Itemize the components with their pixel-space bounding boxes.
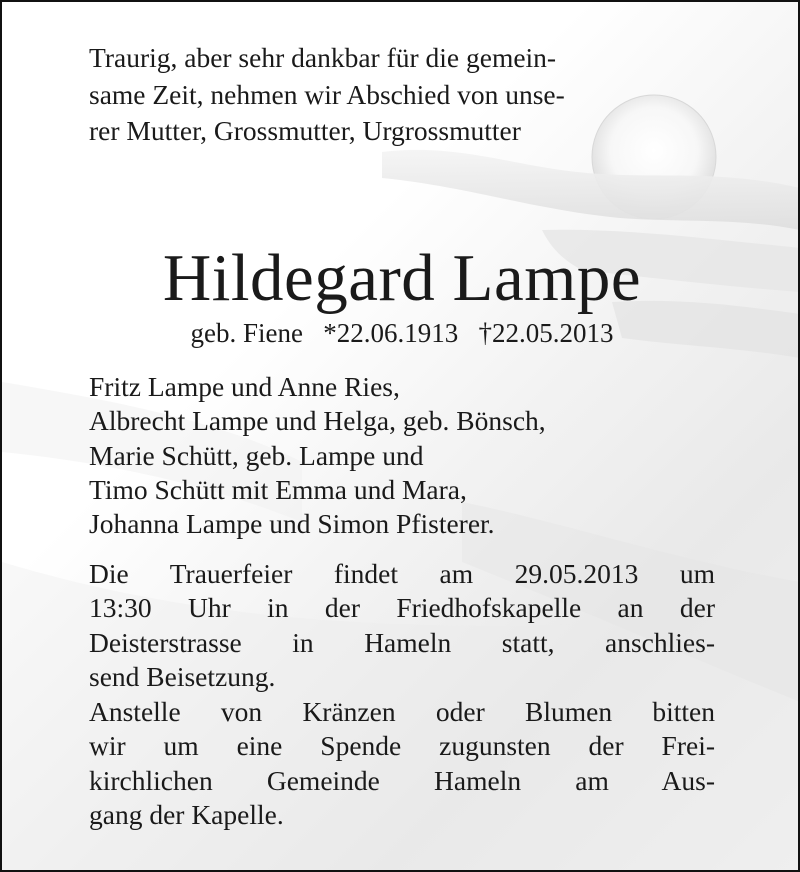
relative-line: Marie Schütt, geb. Lampe und xyxy=(89,439,424,471)
intro-line: same Zeit, nehmen wir Abschied von unse- xyxy=(89,78,565,110)
donation-request xyxy=(89,695,715,833)
deceased-name: Hildegard Lampe xyxy=(162,241,642,315)
intro-line: Traurig, aber sehr dankbar für die gemein- xyxy=(89,42,557,73)
donation-line: Anstelle von Kränzen oder Blumen bitten xyxy=(89,696,715,727)
relative-line: Johanna Lampe und Simon Pfisterer. xyxy=(89,508,495,540)
donation-line: wir um eine Spende zugunsten der Frei- xyxy=(89,730,715,762)
relatives-list xyxy=(89,370,715,541)
relative-line: Timo Schütt mit Emma und Mara, xyxy=(89,473,467,505)
intro-line: rer Mutter, Grossmutter, Urgrossmutter xyxy=(89,115,521,146)
service-line: Die Trauerfeier findet am 29.05.2013 um xyxy=(89,558,715,589)
relative-line: Albrecht Lampe und Helga, geb. Bönsch, xyxy=(89,405,546,437)
relative-line: Fritz Lampe und Anne Ries, xyxy=(89,371,400,402)
service-line: Deisterstrasse in Hameln statt, anschlies- xyxy=(89,626,715,658)
donation-line: gang der Kapelle. xyxy=(89,799,284,831)
donation-line: kirchlichen Gemeinde Hameln am Aus- xyxy=(89,764,715,796)
service-line: send Beisetzung. xyxy=(89,661,276,693)
service-line: 13:30 Uhr in der Friedhofskapelle an der xyxy=(89,592,715,624)
funeral-service-info xyxy=(89,557,715,695)
birth-death-dates: geb. Fiene *22.06.1913 †22.05.2013 xyxy=(190,318,614,348)
intro-text xyxy=(89,40,715,150)
cloud-band xyxy=(382,150,800,230)
